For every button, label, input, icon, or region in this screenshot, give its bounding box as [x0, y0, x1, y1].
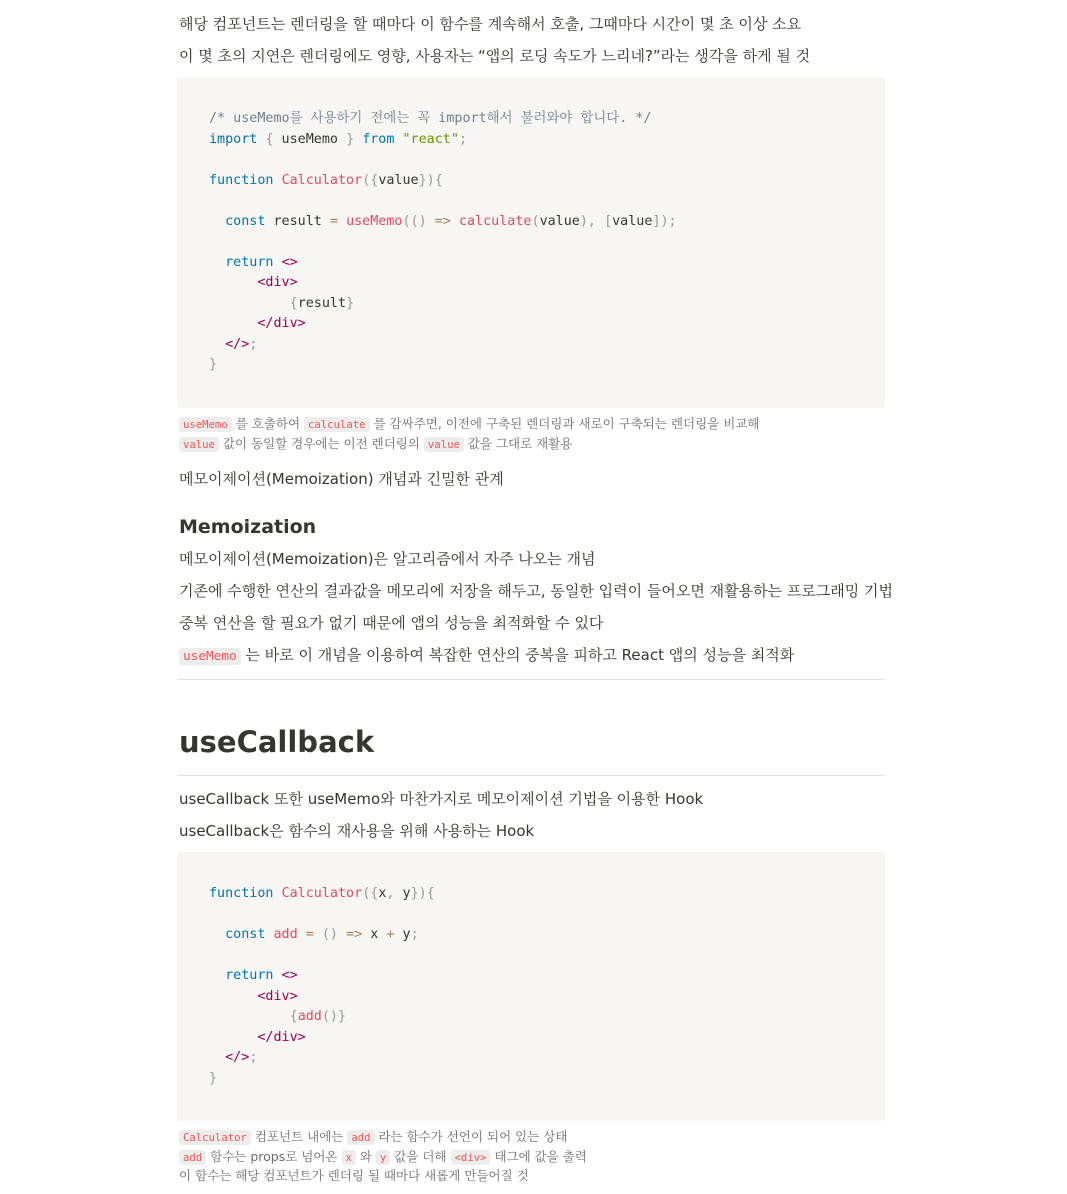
- code-punct: ,: [386, 886, 395, 901]
- inline-code: calculate: [304, 417, 370, 432]
- code-keyword: function: [209, 172, 274, 188]
- code-punct: {: [265, 131, 274, 147]
- code-punct: ;: [249, 336, 258, 352]
- code-function: add: [297, 1009, 322, 1024]
- code-punct: ;: [410, 927, 419, 942]
- code-punct: ()}: [321, 1009, 347, 1024]
- code-tag: </div>: [257, 1029, 306, 1045]
- code-punct: }: [346, 131, 355, 147]
- paragraph: 메모이제이션(Memoization)은 알고리즘에서 자주 나오는 개념: [179, 550, 596, 568]
- code-punct: ({: [362, 172, 379, 188]
- paragraph: [179, 644, 794, 668]
- code-comment: /* useMemo를 사용하기 전에는 꼭 import해서 불러와야 합니다. */: [209, 111, 652, 126]
- code-punct: }: [346, 295, 355, 311]
- code-identifier: y: [394, 927, 411, 942]
- code-block-usecallback[interactable]: [177, 852, 885, 1121]
- code-punct: {: [289, 1009, 298, 1024]
- paragraph-text: 는 바로 이 개념을 이용하여 복잡한 연산의 중복을 피하고 React 앱의 성능을 최적화: [240, 646, 795, 664]
- code-function: calculate: [458, 213, 532, 229]
- code-identifier: value: [612, 213, 653, 229]
- code-punct: }: [209, 1070, 218, 1086]
- code-keyword: return: [225, 968, 274, 983]
- intro-line-1: 해당 컴포넌트는 렌더링을 할 때마다 이 함수를 계속해서 호출, 그때마다 시간이 몇 초 이상 소요: [179, 15, 802, 33]
- caption-text: 값을 그대로 재활용: [463, 436, 573, 451]
- code-caption-line: [179, 414, 759, 435]
- code-identifier: result: [297, 295, 347, 311]
- code-tag: <>: [281, 254, 298, 270]
- code-function: Calculator: [281, 172, 363, 188]
- code-operator: =: [329, 213, 338, 229]
- paragraph: useCallback은 함수의 재사용을 위해 사용하는 Hook: [179, 822, 535, 840]
- inline-code: useMemo: [179, 648, 241, 665]
- paragraph: 중복 연산을 할 필요가 없기 때문에 앱의 성능을 최적화할 수 있다: [179, 614, 604, 632]
- divider: [177, 679, 885, 680]
- code-caption-line: [179, 1147, 587, 1168]
- code-keyword: const: [225, 927, 266, 942]
- code-punct: ;: [458, 131, 467, 147]
- code-tag: </div>: [257, 316, 306, 331]
- caption-text: 컴포넌트 내에는: [250, 1129, 348, 1144]
- inline-code: useMemo: [179, 417, 232, 432]
- code-operator: +: [386, 927, 395, 942]
- caption-text: 를 감싸주면, 이전에 구축된 렌더링과 새로이 구축되는 렌더링을 비교해: [369, 416, 760, 431]
- code-tag: <div>: [257, 275, 298, 290]
- code-caption-line: 이 함수는 해당 컴포넌트가 렌더링 될 때마다 새롭게 만들어질 것: [179, 1168, 529, 1183]
- code-punct: }){: [418, 172, 443, 188]
- inline-code: add: [347, 1130, 374, 1145]
- code-string: "react": [402, 131, 459, 147]
- code-keyword: const: [225, 213, 266, 229]
- code-tag: </>: [225, 336, 250, 352]
- code-identifier: x: [378, 886, 387, 901]
- paragraph: 메모이제이션(Memoization) 개념과 긴밀한 관계: [179, 470, 504, 488]
- code-punct: ;: [249, 1050, 258, 1065]
- code-punct: (: [531, 213, 540, 229]
- inline-code: <div>: [451, 1150, 491, 1165]
- inline-code: x: [342, 1150, 356, 1165]
- caption-text: 함수는 props로 넘어온: [206, 1149, 342, 1164]
- code-punct: ((): [402, 213, 427, 229]
- caption-text: 와: [355, 1149, 376, 1164]
- code-identifier: value: [539, 213, 580, 229]
- code-punct: }){: [410, 886, 435, 901]
- code-punct: {: [289, 295, 298, 311]
- code-operator: =: [305, 927, 314, 942]
- code-tag: <div>: [257, 988, 298, 1004]
- page-heading: useCallback: [179, 725, 375, 759]
- code-block-usememo[interactable]: [177, 77, 885, 408]
- caption-text: 라는 함수가 선언이 되어 있는 상태: [374, 1129, 568, 1144]
- code-identifier: useMemo: [273, 131, 347, 147]
- paragraph: useCallback 또한 useMemo와 마찬가지로 메모이제이션 기법을 이용한 Hook: [179, 790, 704, 808]
- code-caption-line: [179, 434, 572, 455]
- intro-line-2: 이 몇 초의 지연은 렌더링에도 영향, 사용자는 “앱의 로딩 속도가 느리네?”라는 생각을 하게 될 것: [179, 47, 811, 65]
- code-tag: <>: [281, 968, 298, 983]
- code-identifier: x: [362, 927, 387, 942]
- code-operator: =>: [434, 213, 451, 229]
- divider: [177, 775, 885, 776]
- code-punct: ),: [579, 213, 596, 229]
- code-identifier: result: [273, 213, 322, 229]
- inline-code: Calculator: [179, 1130, 251, 1145]
- code-punct: }: [209, 357, 218, 372]
- inline-code: value: [424, 437, 464, 452]
- code-caption-line: [179, 1127, 567, 1148]
- caption-text: 값이 동일할 경우에는 이전 렌더링의: [218, 436, 424, 451]
- code-identifier: y: [394, 886, 411, 901]
- inline-code: value: [179, 437, 219, 452]
- code-function: Calculator: [281, 886, 363, 901]
- code-operator: =>: [346, 927, 363, 942]
- code-function: useMemo: [346, 213, 403, 229]
- code-keyword: from: [362, 131, 395, 147]
- code-punct: ]);: [652, 213, 677, 229]
- code-identifier: value: [378, 172, 419, 188]
- inline-code: y: [376, 1150, 390, 1165]
- caption-text: 를 호출하여: [231, 416, 305, 431]
- section-heading: Memoization: [179, 516, 317, 538]
- code-keyword: return: [225, 254, 274, 270]
- caption-text: 태그에 값을 출력: [490, 1149, 587, 1164]
- code-punct: ({: [362, 886, 379, 901]
- code-function: add: [273, 927, 298, 942]
- code-tag: </>: [225, 1050, 250, 1065]
- code-keyword: import: [209, 131, 258, 147]
- inline-code: add: [179, 1150, 206, 1165]
- paragraph: 기존에 수행한 연산의 결과값을 메모리에 저장을 해두고, 동일한 입력이 들어오면 재활용하는 프로그래밍 기법: [179, 582, 894, 600]
- code-punct: [: [604, 213, 613, 229]
- caption-text: 값을 더해: [390, 1149, 451, 1164]
- code-keyword: function: [209, 886, 274, 901]
- code-punct: (): [321, 927, 338, 942]
